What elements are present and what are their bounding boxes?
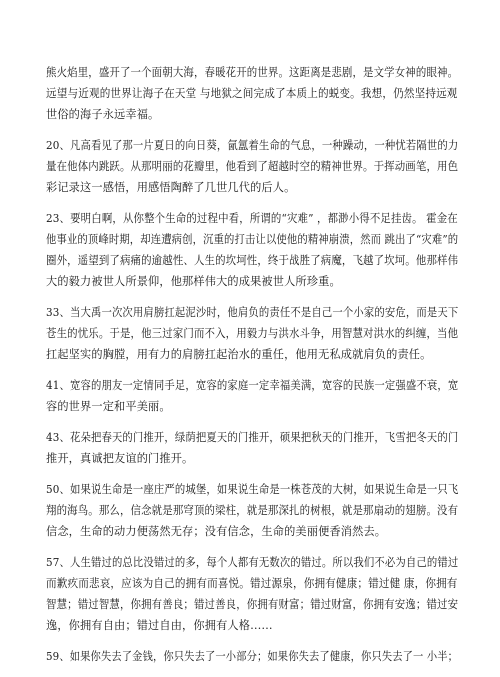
text-line: 33、当大禹一次次用肩膀扛起泥沙时，他肩负的责任不是自己一个小家的安危，而是天下: [46, 306, 459, 319]
text-line: 而歉疚而悲哀，应该为自己的拥有而喜悦。错过源泉，你拥有健康；错过健 康，你拥有: [46, 577, 458, 590]
text-line: 50、如果说生命是一座庄严的城堡，如果说生命是一株苍茂的大树，如果说生命是一只飞: [46, 483, 459, 496]
text-line: 熊火焰里，盛开了一个面朝大海，春暖花开的世界。这距离是悲剧，是文学女神的眼神。: [46, 66, 459, 79]
paragraph-20: [46, 135, 458, 198]
text-line: 59、如果你失去了金钱，你只失去了一小部分；如果你失去了健康，你只失去了一 小半；: [46, 650, 459, 663]
paragraph-57: [46, 552, 458, 636]
paragraph-41: [46, 375, 458, 417]
text-line: 远望与近观的世界让海子在天堂 与地狱之间完成了本质上的蜕变。我想，仍然坚持远观: [46, 87, 458, 100]
paragraph-50: [46, 479, 458, 542]
text-line: 容的世界一定和平美丽。: [46, 400, 171, 413]
text-line: 逸，你拥有自由；错过自由，你拥有人格……: [46, 619, 273, 632]
text-line: 57、人生错过的总比没错过的多，每个人都有无数次的错过。所以我们不必为自己的错过: [46, 556, 459, 569]
text-line: 翔的海鸟。那么，信念就是那穹顶的梁柱，就是那深扎的树根，就是那扇动的翅膀。没有: [46, 504, 459, 517]
text-line: 41、宽容的朋友一定情同手足，宽容的家庭一定幸福美满，宽容的民族一定强盛不衰，宽: [46, 379, 459, 392]
text-line: 43、花朵把春天的门推开，绿荫把夏天的门推开，硕果把秋天的门推开，飞雪把冬天的门: [46, 431, 459, 444]
paragraph-haizi: [46, 62, 458, 125]
text-line: 量在他体内跳跃。从那明丽的花瓣里，他看到了超越时空的精神世界。于挥动画笔，用色: [46, 160, 459, 173]
document-body: [46, 62, 458, 677]
text-line: 大的毅力被世人所景仰，他那样伟大的成果被世人所珍重。: [46, 275, 341, 288]
paragraph-33: [46, 302, 458, 365]
text-line: 彩记录这一感悟，用感悟陶醉了几世几代的后人。: [46, 181, 296, 194]
text-line: 推开，真诚把友谊的门推开。: [46, 452, 194, 465]
paragraph-43: [46, 427, 458, 469]
text-line: 他事业的顶峰时期，却连遭病创，沉重的打击让以使他的精神崩溃，然而 跳出了“灾难”的: [46, 233, 459, 246]
text-line: 圈外，遥望到了病痛的逾越性、人生的坎坷性，终于战胜了病魔，飞越了坎坷。他那样伟: [46, 254, 459, 267]
text-line: 23、要明白啊，从你整个生命的过程中看，所谓的“灾难” ，都渺小得不足挂齿。 霍金在: [46, 212, 458, 225]
text-line: 20、凡高看见了那一片夏日的向日葵，氤氲着生命的气息，一种躁动，一种忧若隔世的力: [46, 139, 459, 152]
text-line: 扛起坚实的胸膛，用有力的肩膀扛起治水的重任，他用无私成就肩负的责任。: [46, 348, 432, 361]
text-line: 信念，生命的动力便荡然无存；没有信念，生命的美丽便香消然去。: [46, 525, 387, 538]
text-line: 世俗的海子永远幸福。: [46, 108, 160, 121]
paragraph-23: [46, 208, 458, 292]
text-line: 苍生的忧乐。于是，他三过家门而不入，用毅力与洪水斗争，用智慧对洪水的纠缠，当他: [46, 327, 459, 340]
text-line: 智慧；错过智慧，你拥有善良；错过善良，你拥有财富；错过财富，你拥有安逸；错过安: [46, 598, 459, 611]
paragraph-59: [46, 646, 458, 667]
